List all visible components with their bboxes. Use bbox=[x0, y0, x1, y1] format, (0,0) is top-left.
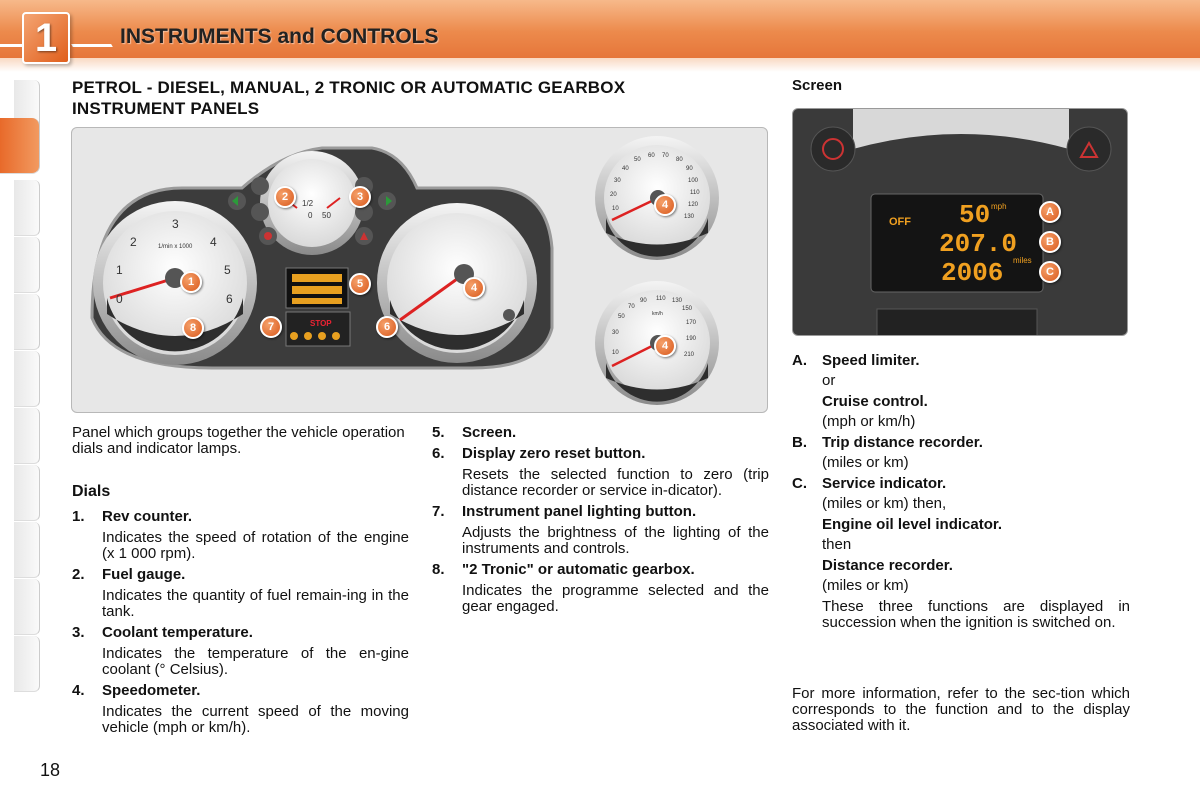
item-number: 4. bbox=[72, 682, 85, 699]
item-title: Service indicator. bbox=[822, 474, 947, 492]
screen-item-then: then bbox=[822, 536, 852, 553]
screen-items-column bbox=[792, 348, 1130, 631]
side-tab[interactable] bbox=[14, 636, 40, 692]
side-tabs bbox=[0, 80, 40, 720]
item-title: Coolant temperature. bbox=[102, 624, 253, 641]
speedo-tick: 120 bbox=[688, 202, 699, 208]
more-info-text: For more information, refer to the sec-tion which corresponds to the function and to the display associated with it. bbox=[792, 685, 1130, 734]
screen-trip: 207.0 bbox=[939, 229, 1018, 259]
screen-item-or: or bbox=[822, 372, 836, 389]
side-tab[interactable] bbox=[14, 180, 40, 236]
screen-speed-unit: mph bbox=[991, 202, 1007, 211]
temp-label: 50 bbox=[322, 211, 331, 220]
dial-item-title bbox=[72, 683, 409, 699]
item-number: 3. bbox=[72, 624, 85, 641]
header-rule-right bbox=[71, 44, 113, 47]
screen-item-b bbox=[792, 435, 1130, 451]
panel-item-title bbox=[432, 504, 769, 520]
rev-scale-label: 1/min x 1000 bbox=[158, 244, 193, 250]
speedo-tick: 70 bbox=[628, 304, 635, 310]
speedo-tick: 90 bbox=[686, 166, 693, 172]
page-heading bbox=[72, 77, 625, 119]
callout-4: 4 bbox=[463, 277, 485, 299]
dial-item-title bbox=[72, 567, 409, 583]
callout-C: C bbox=[1039, 261, 1061, 283]
callout-B: B bbox=[1039, 231, 1061, 253]
screen-item-unit: (miles or km) bbox=[822, 577, 909, 594]
screen-heading: Screen bbox=[792, 77, 843, 94]
item-title: "2 Tronic" or automatic gearbox. bbox=[462, 561, 695, 578]
speedo-tick: 30 bbox=[614, 178, 621, 184]
rev-tick: 6 bbox=[226, 292, 233, 306]
dial-item-title bbox=[72, 625, 409, 641]
rev-tick: 1 bbox=[116, 263, 123, 277]
rev-tick: 3 bbox=[172, 217, 179, 231]
instrument-panel-illustration bbox=[72, 128, 769, 414]
callout-5: 5 bbox=[349, 273, 371, 295]
callout-6: 6 bbox=[376, 316, 398, 338]
screen-item-unit: (miles or km) then, bbox=[822, 495, 947, 512]
heading-line2: INSTRUMENT PANELS bbox=[72, 99, 260, 118]
screen-item-unit: (miles or km) bbox=[822, 454, 909, 471]
screen-item-note: These three functions are displayed in succession when the ignition is switched on. bbox=[822, 597, 1130, 631]
speedometer-face bbox=[387, 213, 527, 353]
items-column bbox=[432, 420, 769, 615]
callout-1: 1 bbox=[180, 271, 202, 293]
item-title: Speed limiter. bbox=[822, 351, 920, 369]
item-number: 6. bbox=[432, 445, 445, 462]
callout-A: A bbox=[1039, 201, 1061, 223]
limiter-off-label: OFF bbox=[889, 216, 911, 228]
header-fade bbox=[0, 58, 1200, 72]
screen-item-title: Cruise control. bbox=[822, 392, 928, 410]
panel-item-desc: Indicates the programme selected and the gear engaged. bbox=[462, 582, 769, 615]
dial-item-desc: Indicates the speed of rotation of the engine (x 1 000 rpm). bbox=[102, 529, 409, 562]
dials-column bbox=[72, 425, 409, 736]
chapter-tab bbox=[22, 12, 70, 64]
item-title: Trip distance recorder. bbox=[822, 433, 983, 451]
callout-7: 7 bbox=[260, 316, 282, 338]
item-number: 2. bbox=[72, 566, 85, 583]
item-number: 1. bbox=[72, 508, 85, 525]
side-tab[interactable] bbox=[14, 294, 40, 350]
item-letter: C. bbox=[792, 474, 807, 492]
speedo-tick: 20 bbox=[610, 192, 617, 198]
item-title: Rev counter. bbox=[102, 508, 193, 525]
speedo-tick: 10 bbox=[612, 206, 619, 212]
callout-4-kmh: 4 bbox=[654, 335, 676, 357]
screen-item-c bbox=[792, 476, 1130, 492]
callout-4-mph: 4 bbox=[654, 194, 676, 216]
side-tab-active[interactable] bbox=[0, 118, 40, 174]
item-title: Fuel gauge. bbox=[102, 566, 186, 583]
speedo-tick: 50 bbox=[634, 157, 641, 163]
page-number: 18 bbox=[40, 760, 61, 780]
speedo-tick: 170 bbox=[686, 320, 697, 326]
item-letter: A. bbox=[792, 351, 807, 369]
stop-lamp: STOP bbox=[310, 319, 332, 328]
speedo-tick: 150 bbox=[682, 306, 693, 312]
screen-odometer: 2006 bbox=[941, 258, 1004, 288]
speedo-tick: 100 bbox=[688, 178, 699, 184]
fuel-label: 1/2 bbox=[302, 199, 314, 208]
fuel-label: 0 bbox=[308, 211, 313, 220]
speedo-tick: 90 bbox=[640, 298, 647, 304]
side-tab[interactable] bbox=[14, 408, 40, 464]
screen-item-unit: (mph or km/h) bbox=[822, 413, 916, 430]
speedo-tick: 40 bbox=[622, 166, 629, 172]
intro-text: Panel which groups together the vehicle operation dials and indicator lamps. bbox=[72, 424, 405, 457]
side-tab[interactable] bbox=[14, 237, 40, 293]
instrument-panel-figure bbox=[71, 127, 768, 413]
item-letter: B. bbox=[792, 433, 807, 451]
callout-8: 8 bbox=[182, 317, 204, 339]
heading-line1: PETROL - DIESEL, MANUAL, 2 TRONIC OR AUTOMATIC GEARBOX bbox=[72, 78, 626, 97]
panel-item-title bbox=[432, 425, 769, 441]
speedo-tick: 70 bbox=[662, 153, 669, 159]
screen-item-title: Distance recorder. bbox=[822, 556, 953, 574]
header-rule-left bbox=[0, 44, 22, 47]
side-tab[interactable] bbox=[14, 522, 40, 578]
rev-tick: 4 bbox=[210, 235, 217, 249]
speedo-tick: 210 bbox=[684, 352, 695, 358]
dials-heading: Dials bbox=[72, 483, 111, 500]
dial-item-title bbox=[72, 509, 409, 525]
panel-item-title bbox=[432, 446, 769, 462]
rev-tick: 5 bbox=[224, 263, 231, 277]
item-title: Display zero reset button. bbox=[462, 445, 646, 462]
speedo-tick: 30 bbox=[612, 330, 619, 336]
speedo-tick: 60 bbox=[648, 153, 655, 159]
dial-item-desc: Indicates the current speed of the moving vehicle (mph or km/h). bbox=[102, 703, 409, 736]
speedo-tick: 190 bbox=[686, 336, 697, 342]
rev-tick: 2 bbox=[130, 235, 137, 249]
item-title: Screen. bbox=[462, 424, 517, 441]
panel-item-desc: Resets the selected function to zero (trip distance recorder or service in-dicator). bbox=[462, 466, 769, 499]
screen-item-title: Engine oil level indicator. bbox=[822, 515, 1003, 533]
panel-item-desc: Adjusts the brightness of the lighting of the instruments and controls. bbox=[462, 524, 769, 557]
screen-item-a bbox=[792, 353, 1130, 369]
screen-odometer-unit: miles bbox=[1013, 256, 1032, 265]
speedo-tick: 110 bbox=[690, 190, 700, 196]
chapter-title: INSTRUMENTS and CONTROLS bbox=[120, 25, 439, 48]
callout-2: 2 bbox=[274, 186, 296, 208]
side-tab[interactable] bbox=[14, 465, 40, 521]
side-tab[interactable] bbox=[14, 351, 40, 407]
item-number: 7. bbox=[432, 503, 445, 520]
item-number: 5. bbox=[432, 424, 445, 441]
item-title: Speedometer. bbox=[102, 682, 201, 699]
item-title: Instrument panel lighting button. bbox=[462, 503, 697, 520]
rev-tick: 0 bbox=[116, 292, 123, 306]
screen-speed: 50 bbox=[959, 200, 991, 230]
speedo-tick: 80 bbox=[676, 157, 683, 163]
panel-item-title bbox=[432, 562, 769, 578]
speedo-unit: km/h bbox=[652, 311, 663, 317]
speedo-tick: 50 bbox=[618, 314, 625, 320]
dial-item-desc: Indicates the temperature of the en-gine coolant (° Celsius). bbox=[102, 645, 409, 678]
speedo-tick: 130 bbox=[684, 214, 695, 220]
item-number: 8. bbox=[432, 561, 445, 578]
side-tab[interactable] bbox=[14, 579, 40, 635]
speedo-tick: 130 bbox=[672, 298, 683, 304]
speedo-tick: 110 bbox=[656, 296, 666, 302]
speedo-tick: 10 bbox=[612, 350, 619, 356]
callout-3: 3 bbox=[349, 186, 371, 208]
screen-figure bbox=[792, 108, 1128, 336]
dial-item-desc: Indicates the quantity of fuel remain-ing in the tank. bbox=[102, 587, 409, 620]
chapter-number: 1 bbox=[34, 16, 58, 60]
screen-illustration bbox=[793, 109, 1128, 336]
